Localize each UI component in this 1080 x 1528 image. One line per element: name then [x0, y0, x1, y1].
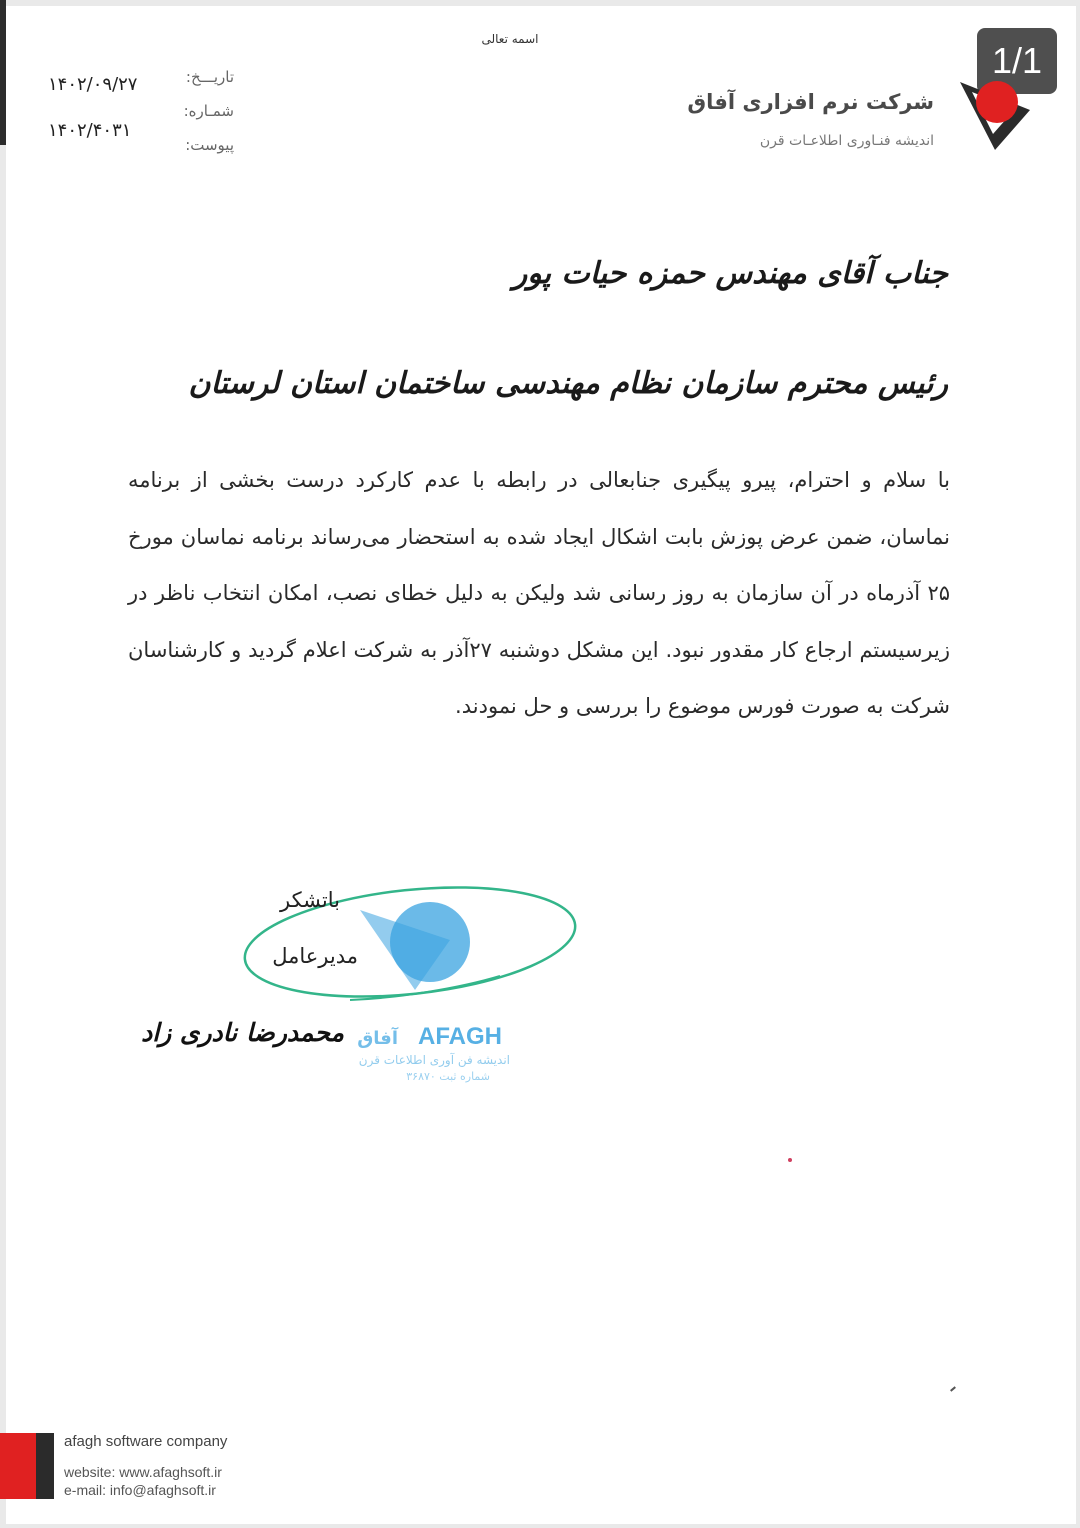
stamp-brand-fa: آفاق: [357, 1028, 398, 1049]
stamp-line: اندیشه فن آوری اطلاعات قرن: [358, 1053, 510, 1067]
stamp-reg: شماره ثبت ۳۶۸۷۰: [406, 1070, 490, 1083]
recipient-title: رئیس محترم سازمان نظام مهندسی ساختمان استان لرستان: [188, 366, 948, 401]
footer-company: afagh software company: [64, 1433, 228, 1450]
company-name: شرکت نرم افزاری آفاق: [687, 90, 934, 114]
footer-website: website: www.afaghsoft.ir: [64, 1464, 222, 1480]
recipient-name: جناب آقای مهندس حمزه حیات پور: [512, 256, 948, 291]
signatory-name: محمدرضا نادری زاد: [141, 1018, 344, 1047]
number-label: شمـاره:: [183, 102, 234, 120]
attachment-label: پیوست:: [185, 136, 234, 154]
closing-title: مدیرعامل: [272, 944, 358, 968]
stamp-brand: AFAGH: [418, 1023, 502, 1050]
footer-red-bar: [0, 1433, 36, 1499]
page-counter: 1/1: [977, 28, 1057, 94]
letter-body: با سلام و احترام، پیرو پیگیری جنابعالی در رابطه با عدم کارکرد درست بخشی از برنامه نماسان، ضمن عرض پوزش بابت اشکال ایجاد شده به استحضار می‌رساند برنامه نماسان مورخ ۲۵ آذرماه در آن سازمان به روز رسانی شد ولیکن به دلیل خطای نصب، امکان انتخاب ناظر در زیرسیستم ارجاع کار مقدور نبود. این مشکل دوشنبه ۲۷آذر به شرکت اعلام گردید و کارشناسان شرکت به صورت فورس موضوع را بررسی و حل نمودند.: [128, 468, 950, 718]
footer-dark-bar: [36, 1433, 54, 1499]
ink-dot: [788, 1158, 792, 1162]
letter-page: [6, 6, 1076, 1524]
company-tagline: اندیشه فنـاوری اطلاعـات قرن: [759, 133, 934, 149]
closing-thanks: باتشکر: [279, 888, 340, 912]
number-value: ۱۴۰۲/۴۰۳۱: [48, 120, 132, 141]
date-label: تاریـــخ:: [185, 68, 234, 86]
logo-circle: [976, 81, 1018, 123]
bismillah-text: اسمه تعالی: [481, 32, 539, 46]
stamp-circle: [390, 902, 470, 982]
footer-email: e-mail: info@afaghsoft.ir: [64, 1482, 216, 1498]
company-logo: [955, 72, 1035, 152]
date-value: ۱۴۰۲/۰۹/۲۷: [48, 74, 138, 95]
